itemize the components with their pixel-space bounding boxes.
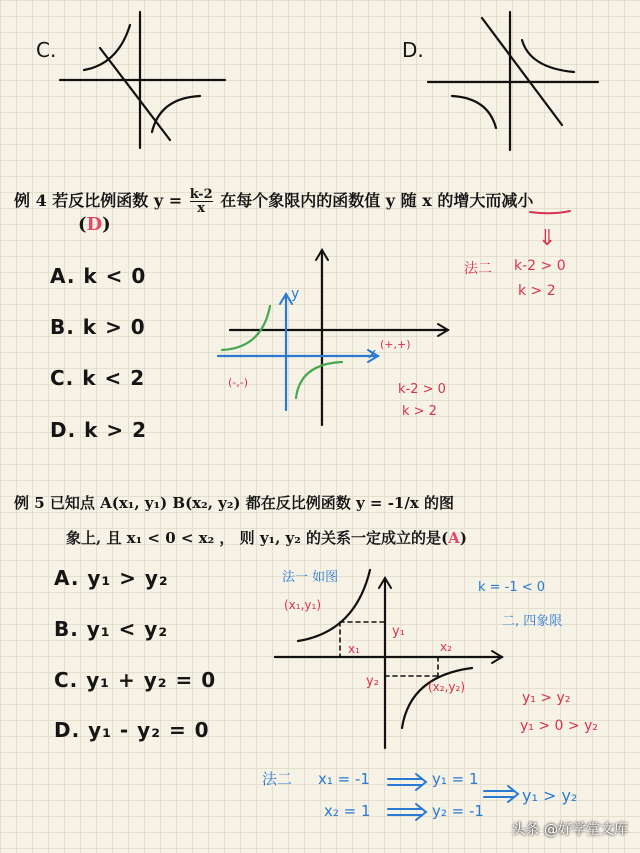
ex4-frac-num: k-2 xyxy=(189,187,213,202)
ex4-graph-note-line2: k > 2 xyxy=(402,404,437,419)
ex4-title-start: 例 4 若反比例函数 y = xyxy=(14,191,188,210)
ex5-answer-letter: A xyxy=(448,529,460,547)
ex4-answer-open: ( xyxy=(78,214,87,235)
ex5-method1-label: 法一 如图 xyxy=(282,570,339,585)
ex4-x-label: x xyxy=(368,346,377,362)
ex5-point2: (x₂,y₂) xyxy=(428,680,466,694)
watermark: 头条 @好学堂文库 xyxy=(511,822,628,838)
ex5-method2-row2-a: x₂ = 1 xyxy=(324,802,371,820)
ex4-method2-line1: k-2 > 0 xyxy=(514,258,566,274)
graph-c-line xyxy=(100,48,170,140)
graph-d-line xyxy=(482,18,562,125)
ex5-x1-label: x₁ xyxy=(348,642,360,656)
ex5-option-a: A. y₁ > y₂ xyxy=(54,566,169,590)
ex5-line1: 例 5 已知点 A(x₁, y₁) B(x₂, y₂) 都在反比例函数 y = -1/x 的图 xyxy=(14,494,454,512)
ex5-line2-text: 象上, 且 x₁ < 0 < x₂ ， 则 y₁, y₂ 的关系一定成立的是 xyxy=(66,529,442,547)
ex5-method2-row2-b: y₂ = -1 xyxy=(432,802,484,820)
ex5-method2-label: 法二 xyxy=(262,770,293,788)
ex5-method2-row1-a: x₁ = -1 xyxy=(318,770,370,788)
ex4-point-negative: (-,-) xyxy=(228,376,249,389)
ex4-method2-line2: k > 2 xyxy=(518,283,556,299)
ex4-curve-q3 xyxy=(296,362,342,398)
ex4-fraction xyxy=(190,188,213,215)
graph-d-label: D. xyxy=(402,38,424,62)
graph-c xyxy=(60,12,225,148)
ex4-point-positive: (+,+) xyxy=(380,338,411,351)
ex4-option-d: D. k > 2 xyxy=(50,418,148,442)
ex4-answer-letter: D xyxy=(86,214,103,235)
ex4-graph xyxy=(218,211,570,425)
ex5-note-k: k = -1 < 0 xyxy=(478,580,546,595)
ex4-title xyxy=(14,188,533,215)
ex5-note-red-line2: y₁ > 0 > y₂ xyxy=(520,718,598,734)
ex4-graph-note-line1: k-2 > 0 xyxy=(398,382,446,397)
ex4-option-a: A. k < 0 xyxy=(50,264,147,288)
ex4-curve-q1 xyxy=(222,306,270,350)
ex5-y1-label: y₁ xyxy=(392,624,405,639)
ex5-method2-row1-b: y₁ = 1 xyxy=(432,770,479,788)
ex5-option-d: D. y₁ - y₂ = 0 xyxy=(54,718,210,742)
ex5-line2 xyxy=(66,527,467,548)
ex5-point1: (x₁,y₁) xyxy=(284,598,322,612)
ex5-method2-result: y₁ > y₂ xyxy=(522,786,578,805)
ex5-y2-label: y₂ xyxy=(366,674,379,689)
ex4-option-b: B. k > 0 xyxy=(50,315,146,339)
graph-d-curve-lower xyxy=(452,96,496,128)
ex4-answer-close: ) xyxy=(102,214,111,235)
ex5-option-c: C. y₁ + y₂ = 0 xyxy=(54,668,217,692)
graph-c-curve-upper xyxy=(84,25,130,70)
ex4-y-label: y xyxy=(291,286,300,302)
graph-d-curve-upper xyxy=(522,40,574,72)
ex4-title-rest: 在每个象限内的函数值 y 随 x 的增大而减小 xyxy=(214,191,534,210)
ex4-down-arrow: ⇓ xyxy=(538,226,557,251)
ex5-answer-open: ( xyxy=(441,529,449,547)
ex5-note-quadrant: 二, 四象限 xyxy=(502,614,563,629)
ex5-option-b: B. y₁ < y₂ xyxy=(54,617,169,641)
ex4-answer xyxy=(78,214,111,235)
ex4-option-c: C. k < 2 xyxy=(50,366,146,390)
ex4-method2-label: 法二 xyxy=(464,261,492,277)
ex5-curve-lower xyxy=(402,668,472,728)
ex5-note-red-line1: y₁ > y₂ xyxy=(522,690,571,706)
ex4-frac-den: x xyxy=(197,201,206,216)
graph-c-label: C. xyxy=(36,38,57,62)
graph-d xyxy=(428,12,598,150)
ex5-x2-label: x₂ xyxy=(440,640,452,654)
ex5-answer-close: ) xyxy=(459,529,467,547)
